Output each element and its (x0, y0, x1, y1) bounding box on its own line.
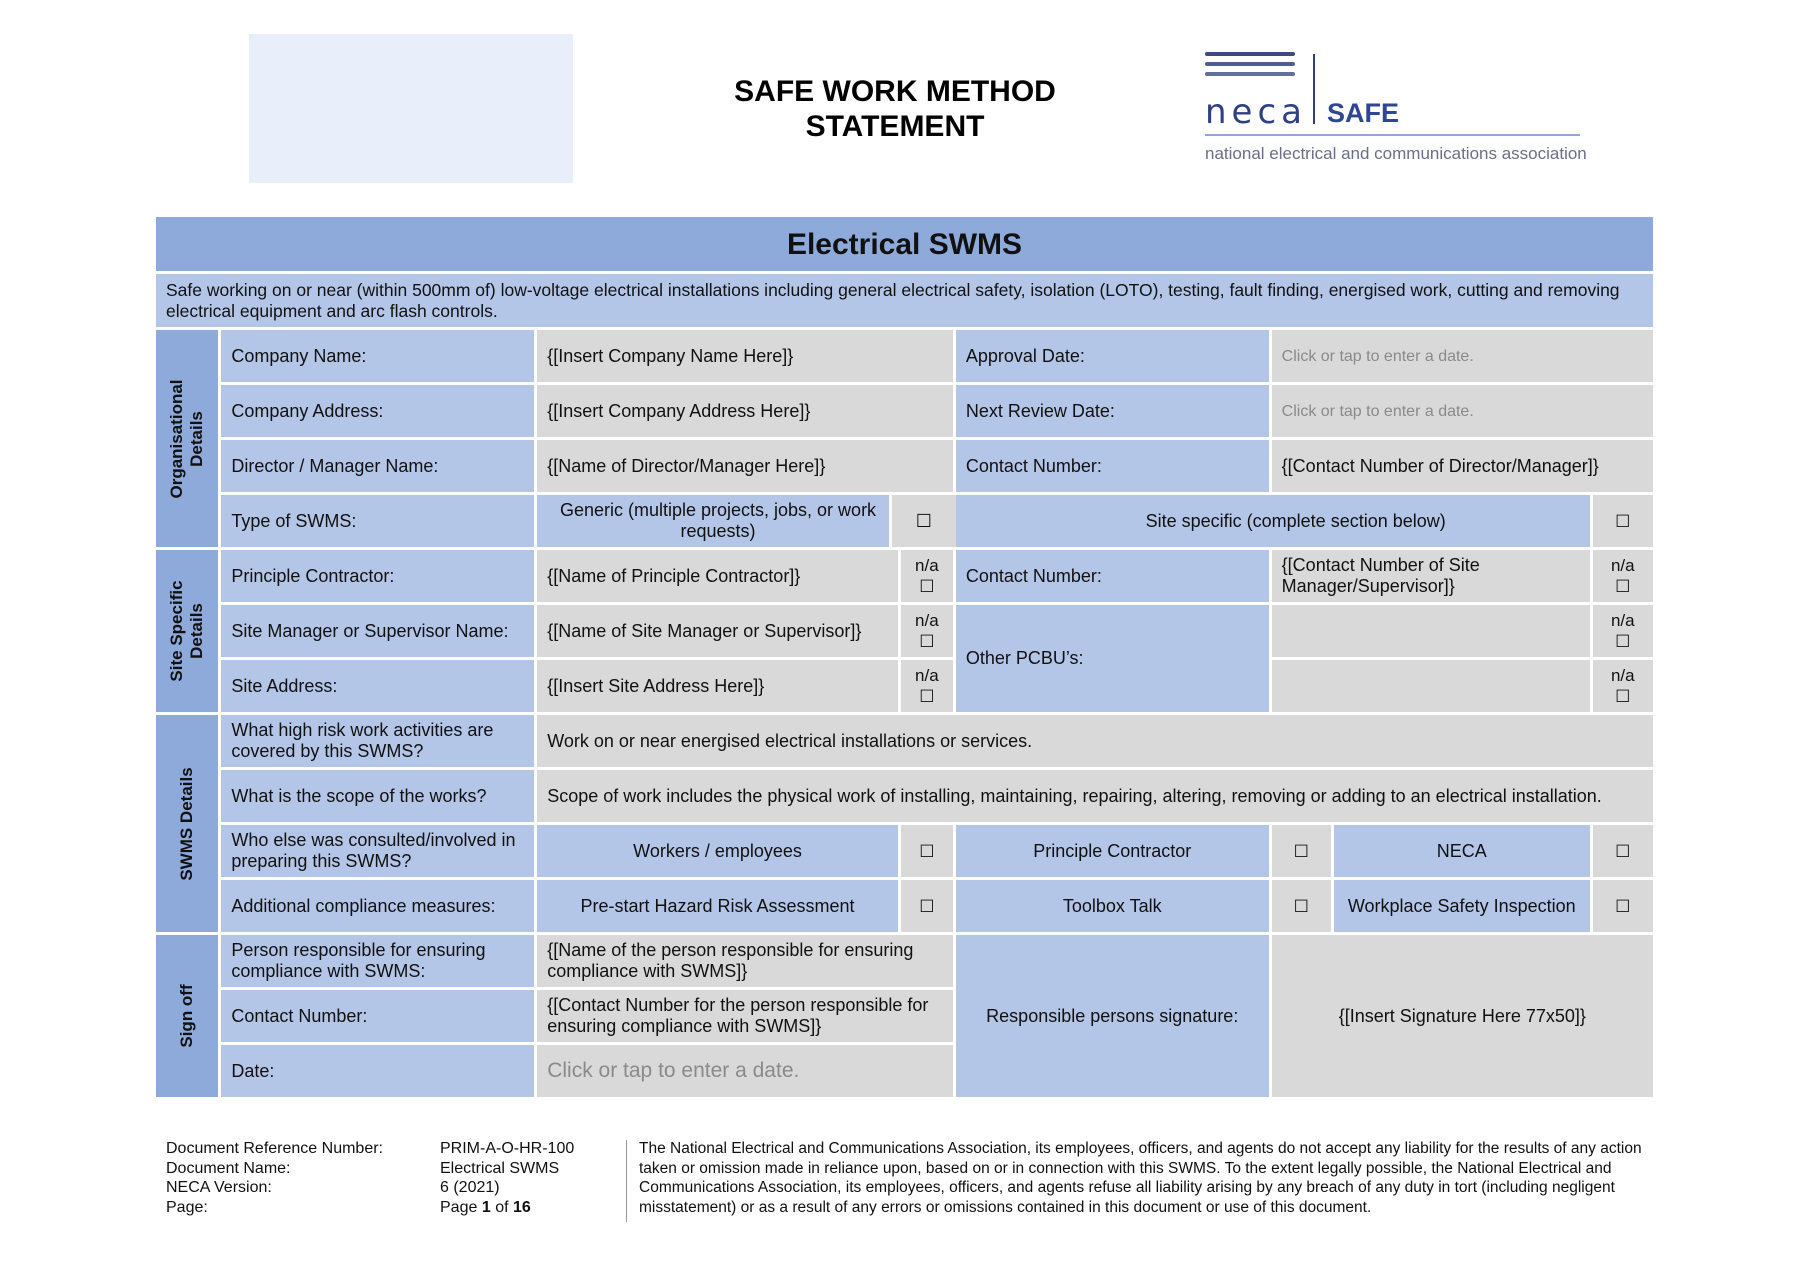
generic-option-text: Generic (multiple projects, jobs, or work requests) (559, 500, 877, 541)
footer-label-doc-name: Document Name: (166, 1159, 291, 1177)
section-swms-details (156, 715, 218, 932)
consulted-workers-label: Workers / employees (537, 825, 898, 877)
footer-labels (166, 1139, 436, 1217)
site-contact-na-checkbox[interactable] (1593, 550, 1653, 602)
consulted-neca-checkbox[interactable]: ☐ (1593, 825, 1653, 877)
neca-logo-lines-icon (1205, 52, 1301, 82)
principal-contractor-label: Principle Contractor: (221, 550, 534, 602)
site-specific-option-label (956, 495, 1590, 547)
checkbox-icon: ☐ (1615, 577, 1631, 596)
document-title-line1: SAFE WORK METHOD (734, 75, 1056, 108)
neca-wordmark: neca (1205, 92, 1307, 132)
other-pcbu-field-1[interactable] (1272, 605, 1590, 657)
other-pcbu-label: Other PCBU’s: (956, 605, 1269, 712)
footer-label-doc-ref: Document Reference Number: (166, 1140, 383, 1157)
principal-contractor-na-checkbox[interactable] (901, 550, 953, 602)
section-site-specific-label: Site Specific Details (167, 580, 207, 682)
consulted-label: Who else was consulted/involved in preparing this SWMS? (221, 825, 534, 877)
neca-safe-label: SAFE (1327, 98, 1400, 128)
next-review-date-label: Next Review Date: (956, 385, 1269, 437)
other-pcbu-2-na-checkbox[interactable] (1593, 660, 1653, 712)
logo-divider (1313, 54, 1315, 124)
document-title (700, 74, 1090, 144)
section-sign-off-label: Sign off (177, 984, 197, 1048)
logo-rule (1205, 134, 1580, 136)
responsible-person-field[interactable]: {[Name of the person responsible for ensuring compliance with SWMS]} (537, 935, 953, 987)
approval-date-field[interactable] (1272, 330, 1653, 382)
consulted-workers-checkbox[interactable]: ☐ (901, 825, 953, 877)
checkbox-icon: ☐ (919, 577, 935, 596)
checkbox-icon: ☐ (919, 687, 935, 706)
checkbox-icon: ☐ (919, 632, 935, 651)
signoff-date-placeholder: Click or tap to enter a date. (547, 1059, 800, 1082)
toolbox-talk-checkbox[interactable]: ☐ (1272, 880, 1331, 932)
other-pcbu-field-2[interactable] (1272, 660, 1590, 712)
signature-field[interactable]: {[Insert Signature Here 77x50]} (1272, 935, 1653, 1097)
signoff-date-field[interactable] (537, 1045, 953, 1097)
na-label: n/a (1610, 666, 1635, 685)
site-manager-label: Site Manager or Supervisor Name: (221, 605, 534, 657)
na-label: n/a (915, 611, 939, 630)
site-address-field[interactable]: {[Insert Site Address Here]} (537, 660, 898, 712)
section-sign-off (156, 935, 218, 1097)
company-address-label: Company Address: (221, 385, 534, 437)
consulted-principal-contractor-label: Principle Contractor (956, 825, 1269, 877)
checkbox-icon: ☐ (1615, 632, 1631, 651)
footer-page-current: 1 (481, 1198, 491, 1216)
form-title: Electrical SWMS (156, 217, 1653, 271)
safety-inspection-label: Workplace Safety Inspection (1334, 880, 1590, 932)
footer-page-number (440, 1198, 610, 1218)
principal-contractor-field[interactable]: {[Name of Principle Contractor]} (537, 550, 898, 602)
site-contact-field[interactable]: {[Contact Number of Site Manager/Supervisor]} (1272, 550, 1590, 602)
footer-disclaimer: The National Electrical and Communications Association, its employees, officers, and agents do not accept any liability for the results of any action taken or omission made in reliance upon, based on or in connection with this SWMS. To the extent legally possible, the National Electrical and Communications Association, its employees, officers, and agents refuse all liability arising by any breach of any duty in tort (including negligent misstatement) or as a result of any errors or omissions contained in this document or use of this document. (639, 1140, 1642, 1216)
footer-page-of: of (495, 1198, 509, 1216)
site-address-na-checkbox[interactable] (901, 660, 953, 712)
generic-option-label (537, 495, 953, 547)
footer-page-prefix: Page (440, 1198, 478, 1216)
na-label: n/a (915, 556, 939, 575)
document-title-line2: STATEMENT (805, 110, 985, 143)
approval-date-placeholder: Click or tap to enter a date. (1281, 348, 1474, 365)
footer-doc-name: Electrical SWMS (440, 1159, 560, 1177)
na-label: n/a (1610, 611, 1635, 630)
next-review-date-field[interactable] (1272, 385, 1653, 437)
section-organisational-label: Organisational Details (167, 378, 207, 499)
section-site-specific-details (156, 550, 218, 712)
consulted-principal-contractor-checkbox[interactable]: ☐ (1272, 825, 1331, 877)
responsible-person-label: Person responsible for ensuring compliance with SWMS: (221, 935, 534, 987)
signoff-contact-field[interactable]: {[Contact Number for the person responsible for ensuring compliance with SWMS]} (537, 990, 953, 1042)
footer-separator (626, 1140, 627, 1222)
neca-safe-logo (1205, 52, 1585, 172)
other-pcbu-1-na-checkbox[interactable] (1593, 605, 1653, 657)
director-contact-field[interactable]: {[Contact Number of Director/Manager]} (1272, 440, 1653, 492)
consulted-neca-label: NECA (1334, 825, 1590, 877)
form-description: Safe working on or near (within 500mm of) low-voltage electrical installations including general electrical safety, isolation (LOTO), testing, fault finding, energised work, cutting and removing electrical equipment and arc flash controls. (156, 274, 1653, 327)
section-swms-details-label: SWMS Details (177, 766, 197, 881)
site-specific-option-text: Site specific (complete section below) (1145, 510, 1446, 531)
footer-label-version: NECA Version: (166, 1179, 272, 1196)
prestart-assessment-label: Pre-start Hazard Risk Assessment (537, 880, 898, 932)
director-name-label: Director / Manager Name: (221, 440, 534, 492)
checkbox-icon: ☐ (1615, 687, 1631, 706)
signoff-contact-label: Contact Number: (221, 990, 534, 1042)
section-organisational-details (156, 330, 218, 547)
neca-tagline: national electrical and communications association (1205, 144, 1587, 163)
na-label: n/a (915, 666, 939, 685)
company-name-label: Company Name: (221, 330, 534, 382)
site-address-label: Site Address: (221, 660, 534, 712)
high-risk-work-field[interactable]: Work on or near energised electrical installations or services. (537, 715, 1653, 767)
footer-doc-ref: PRIM-A-O-HR-100 (440, 1140, 575, 1157)
na-label: n/a (1610, 556, 1635, 575)
next-review-date-placeholder: Click or tap to enter a date. (1281, 403, 1474, 420)
company-logo-placeholder (249, 34, 573, 183)
footer-version: 6 (2021) (440, 1179, 500, 1196)
scope-of-works-label: What is the scope of the works? (221, 770, 534, 822)
site-contact-label: Contact Number: (956, 550, 1269, 602)
compliance-measures-label: Additional compliance measures: (221, 880, 534, 932)
site-manager-field[interactable]: {[Name of Site Manager or Supervisor]} (537, 605, 898, 657)
footer-label-page: Page: (166, 1198, 208, 1216)
swms-form-table (153, 214, 1656, 1100)
director-contact-label: Contact Number: (956, 440, 1269, 492)
generic-checkbox[interactable]: ☐ (889, 495, 956, 547)
site-specific-checkbox[interactable]: ☐ (1593, 495, 1653, 547)
director-name-field[interactable]: {[Name of Director/Manager Here]} (537, 440, 953, 492)
footer-page-total: 16 (512, 1198, 531, 1216)
company-address-field[interactable]: {[Insert Company Address Here]} (537, 385, 953, 437)
swms-type-label: Type of SWMS: (221, 495, 534, 547)
company-name-field[interactable]: {[Insert Company Name Here]} (537, 330, 953, 382)
toolbox-talk-label: Toolbox Talk (956, 880, 1269, 932)
approval-date-label: Approval Date: (956, 330, 1269, 382)
signoff-date-label: Date: (221, 1045, 534, 1097)
scope-of-works-field[interactable]: Scope of work includes the physical work of installing, maintaining, repairing, altering, removing or adding to an electrical installation. (537, 770, 1653, 822)
safety-inspection-checkbox[interactable]: ☐ (1593, 880, 1653, 932)
footer-values (440, 1139, 610, 1217)
prestart-assessment-checkbox[interactable]: ☐ (901, 880, 953, 932)
site-manager-na-checkbox[interactable] (901, 605, 953, 657)
signature-label: Responsible persons signature: (956, 935, 1269, 1097)
high-risk-work-label: What high risk work activities are covered by this SWMS? (221, 715, 534, 767)
